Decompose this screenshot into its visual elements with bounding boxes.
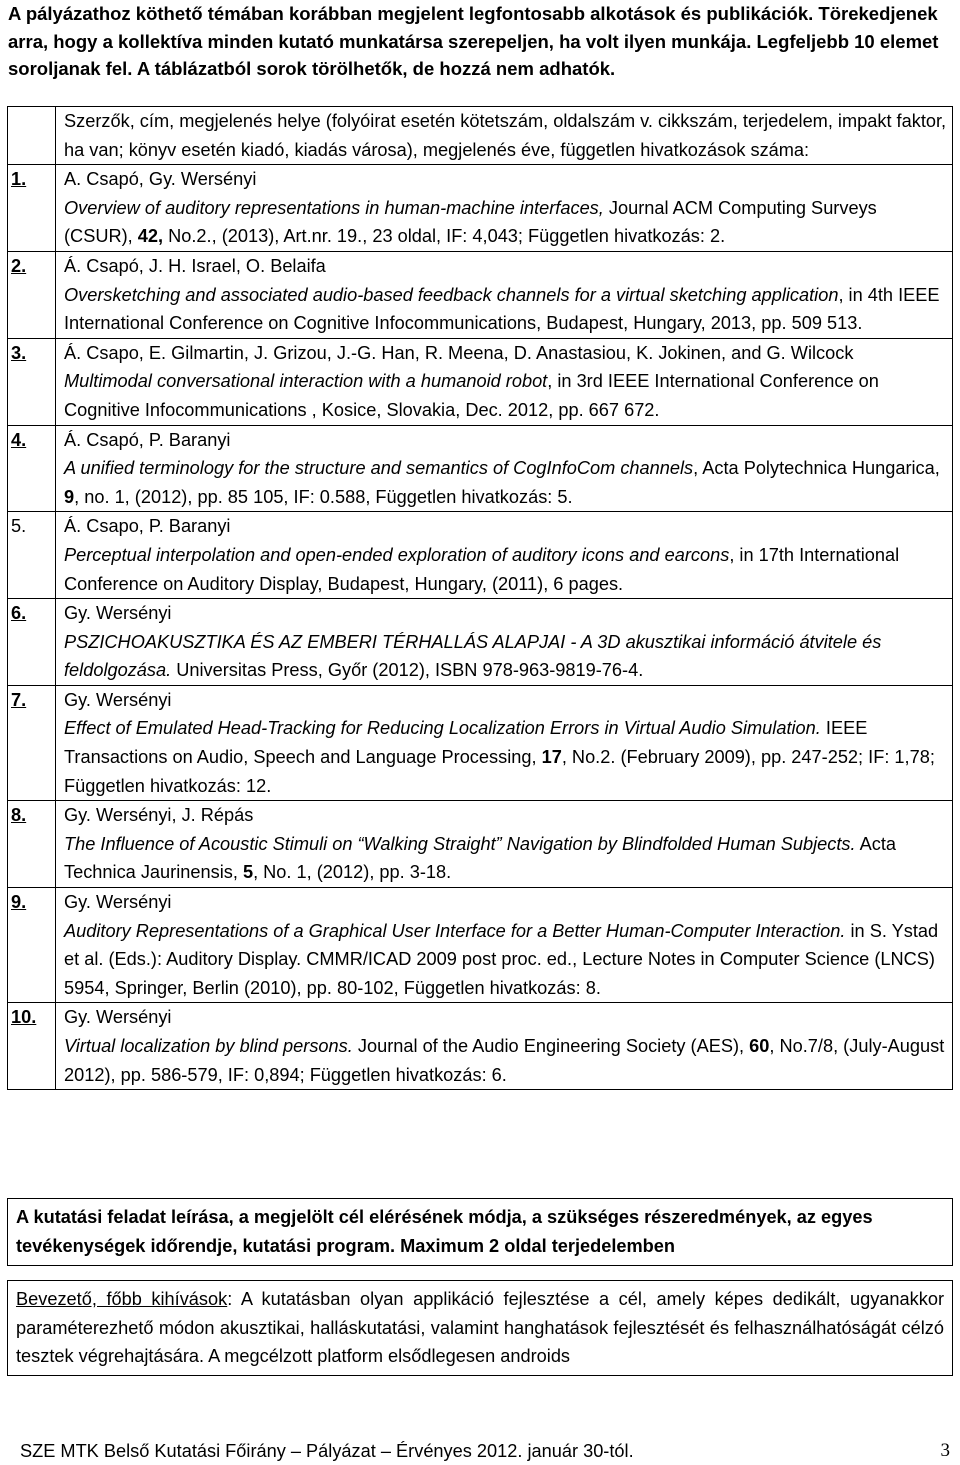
- publication-details: [64, 917, 949, 1003]
- table-header-row: [8, 107, 953, 165]
- publication-authors: Á. Csapo, E. Gilmartin, J. Grizou, J.-G. Han, R. Meena, D. Anastasiou, K. Jokinen, and G. Wilcock: [64, 342, 854, 363]
- publication-number: 9.: [11, 892, 27, 913]
- page-number: 3: [940, 1440, 950, 1461]
- publication-details: [64, 367, 949, 424]
- publication-venue: , Acta Polytechnica Hungarica,: [693, 458, 940, 479]
- publication-row: [8, 512, 953, 599]
- publication-row: [8, 1003, 953, 1090]
- publication-entry: [56, 512, 953, 599]
- publications-table: [7, 106, 953, 1090]
- publication-tail: , No.2. (February 2009), pp. 247-252; IF: 1,78; Független hivatkozás: 12.: [64, 747, 935, 796]
- publication-number: 10.: [11, 1007, 37, 1028]
- publication-row: [8, 251, 953, 338]
- publication-tail: , No.7/8, (July-August 2012), pp. 586-579, IF: 0,894; Független hivatkozás: 6.: [64, 1036, 945, 1085]
- introduction-text: : A kutatásban olyan applikáció fejlesztése a cél, amely képes dedikált, ugyanakkor paraméterezhető módon akusztikai, halláskutatási, valamint hanghatások fejlesztését és felhasználhatóságát célzó tesztek végrehajtására. A megcélzott platform elsődlegesen androids: [16, 1289, 945, 1367]
- publication-venue: Universitas Press, Győr (2012), ISBN 978-963-9819-76-4.: [171, 660, 644, 681]
- publication-title: A unified terminology for the structure and semantics of CogInfoCom channels: [64, 458, 694, 479]
- publication-row: [8, 801, 953, 888]
- publication-entry: [56, 1003, 953, 1090]
- publication-title: Auditory Representations of a Graphical User Interface for a Better Human-Computer Interaction.: [64, 920, 846, 941]
- publication-venue: Journal ACM Computing Surveys (CSUR),: [64, 197, 877, 247]
- publication-authors: Gy. Wersényi: [64, 603, 172, 624]
- header-num-cell: [8, 107, 56, 165]
- publication-volume: 9: [64, 486, 75, 507]
- publication-tail: , no. 1, (2012), pp. 85 105, IF: 0.588, Független hivatkozás: 5.: [74, 486, 573, 507]
- publication-venue: , in 17th International Conference on Auditory Display, Budapest, Hungary, (2011), 6 pages.: [64, 544, 900, 594]
- publication-entry: [56, 165, 953, 252]
- publication-number-cell: [8, 425, 56, 512]
- publication-row: [8, 685, 953, 800]
- publication-number-cell: [8, 251, 56, 338]
- publication-entry: [56, 425, 953, 512]
- publication-number: 3.: [11, 342, 27, 363]
- publication-tail: No.2., (2013), Art.nr. 19., 23 oldal, IF: 4,043; Független hivatkozás: 2.: [163, 226, 726, 247]
- publication-number-cell: [8, 599, 56, 686]
- page-footer: [20, 1437, 950, 1465]
- publication-number: 1.: [11, 169, 27, 190]
- publication-volume: 5: [242, 862, 254, 883]
- publication-title: Virtual localization by blind persons.: [64, 1036, 353, 1056]
- publication-details: [64, 541, 949, 598]
- publication-authors: Gy. Wersényi: [64, 1007, 172, 1028]
- publication-entry: [56, 888, 953, 1003]
- publication-number: 2.: [11, 255, 27, 276]
- publication-row: [8, 599, 953, 686]
- publication-authors: Gy. Wersényi: [64, 689, 172, 710]
- publication-venue: Acta Technica Jaurinensis,: [64, 833, 897, 883]
- publication-authors: Á. Csapo, P. Baranyi: [64, 516, 231, 537]
- publication-authors: Gy. Wersényi, J. Répás: [64, 805, 254, 826]
- publication-number: 4.: [11, 429, 27, 450]
- publication-title: Effect of Emulated Head-Tracking for Reducing Localization Errors in Virtual Audio Simulation.: [64, 718, 821, 739]
- publication-entry: [56, 801, 953, 888]
- publication-number: 8.: [11, 805, 27, 826]
- publication-authors: Gy. Wersényi: [64, 892, 172, 913]
- publication-details: [64, 1032, 949, 1089]
- publication-title: The Influence of Acoustic Stimuli on “Walking Straight” Navigation by Blindfolded Human Subjects.: [64, 833, 856, 854]
- intro-instructions: A pályázathoz köthető témában korábban megjelent legfontosabb alkotások és publikációk. Törekedjenek arra, hogy a kollektíva minden kutató munkatársa szerepeljen, ha volt ilyen munkája. Legfeljebb 10 elemet soroljanak fel. A táblázatból sorok törölhetők, de hozzá nem adhatók.: [8, 3, 939, 79]
- publication-title: PSZICHOAKUSZTIKA ÉS AZ EMBERI TÉRHALLÁS ALAPJAI - A 3D akusztikai információ átvitele és feldolgozása.: [64, 631, 882, 681]
- publication-details: [64, 454, 949, 511]
- publication-venue: in S. Ystad et al. (Eds.): Auditory Display. CMMR/ICAD 2009 post proc. ed., Lecture Notes in Computer Science (LNCS) 5954, Springer, Berlin (2010), pp. 80-102, Független hivatkozás: 8.: [64, 920, 939, 998]
- footer-text: SZE MTK Belső Kutatási Főirány – Pályázat – Érvényes 2012. január 30-tól.: [20, 1441, 634, 1461]
- publication-details: [64, 281, 949, 338]
- publication-entry: [56, 685, 953, 800]
- publication-rows: [8, 165, 953, 1090]
- publication-title: Overview of auditory representations in human-machine interfaces,: [64, 197, 604, 218]
- publication-title: Perceptual interpolation and open-ended exploration of auditory icons and earcons: [64, 544, 730, 565]
- publication-venue: Journal of the Audio Engineering Society (AES),: [352, 1036, 750, 1056]
- introduction-box: [7, 1280, 953, 1376]
- publication-row: [8, 165, 953, 252]
- publication-number-cell: [8, 888, 56, 1003]
- publication-details: [64, 714, 949, 800]
- publication-number: 6.: [11, 603, 27, 624]
- publication-details: [64, 628, 949, 685]
- publication-authors: Á. Csapó, J. H. Israel, O. Belaifa: [64, 255, 326, 276]
- publication-number-cell: [8, 165, 56, 252]
- publication-venue: , in 3rd IEEE International Conference on Cognitive Infocommunications , Kosice, Slovakia, Dec. 2012, pp. 667 672.: [64, 371, 879, 420]
- publication-entry: [56, 338, 953, 425]
- publication-authors: A. Csapó, Gy. Wersényi: [64, 169, 257, 190]
- publication-tail: , No. 1, (2012), pp. 3-18.: [253, 862, 452, 883]
- publication-volume: 42,: [137, 226, 164, 247]
- publication-number-cell: [8, 1003, 56, 1090]
- introduction-label: Bevezető, főbb kihívások: [16, 1289, 228, 1309]
- publication-venue: IEEE Transactions on Audio, Speech and Language Processing,: [64, 718, 868, 768]
- publication-title: Multimodal conversational interaction with a humanoid robot: [64, 371, 548, 392]
- publication-details: [64, 194, 949, 251]
- publication-title: Oversketching and associated audio-based feedback channels for a virtual sketching application: [64, 284, 839, 305]
- publication-authors: Á. Csapó, P. Baranyi: [64, 429, 231, 450]
- publication-entry: [56, 251, 953, 338]
- publication-number-cell: [8, 338, 56, 425]
- publication-number-cell: [8, 512, 56, 599]
- publication-row: [8, 425, 953, 512]
- publication-number-cell: [8, 801, 56, 888]
- publication-volume: 17: [541, 747, 562, 768]
- publication-row: [8, 888, 953, 1003]
- table-header: Szerzők, cím, megjelenés helye (folyóirat esetén kötetszám, oldalszám v. cikkszám, terjedelem, impakt faktor, ha van; könyv esetén kiadó, kiadás városa), megjelenés éve, független hivatkozások száma:: [56, 107, 953, 165]
- publication-number: 7.: [11, 689, 27, 710]
- publication-venue: , in 4th IEEE International Conference on Cognitive Infocommunications, Budapest, Hungary, 2013, pp. 509 513.: [64, 284, 940, 334]
- publication-volume: 60: [749, 1036, 770, 1056]
- publication-number: 5.: [11, 516, 27, 537]
- publication-entry: [56, 599, 953, 686]
- publication-row: [8, 338, 953, 425]
- publication-details: [64, 830, 949, 887]
- publication-number-cell: [8, 685, 56, 800]
- research-description-heading: A kutatási feladat leírása, a megjelölt cél elérésének módja, a szükséges részeredmények, az egyes tevékenységek időrendje, kutatási program. Maximum 2 oldal terjedelemben: [7, 1198, 953, 1266]
